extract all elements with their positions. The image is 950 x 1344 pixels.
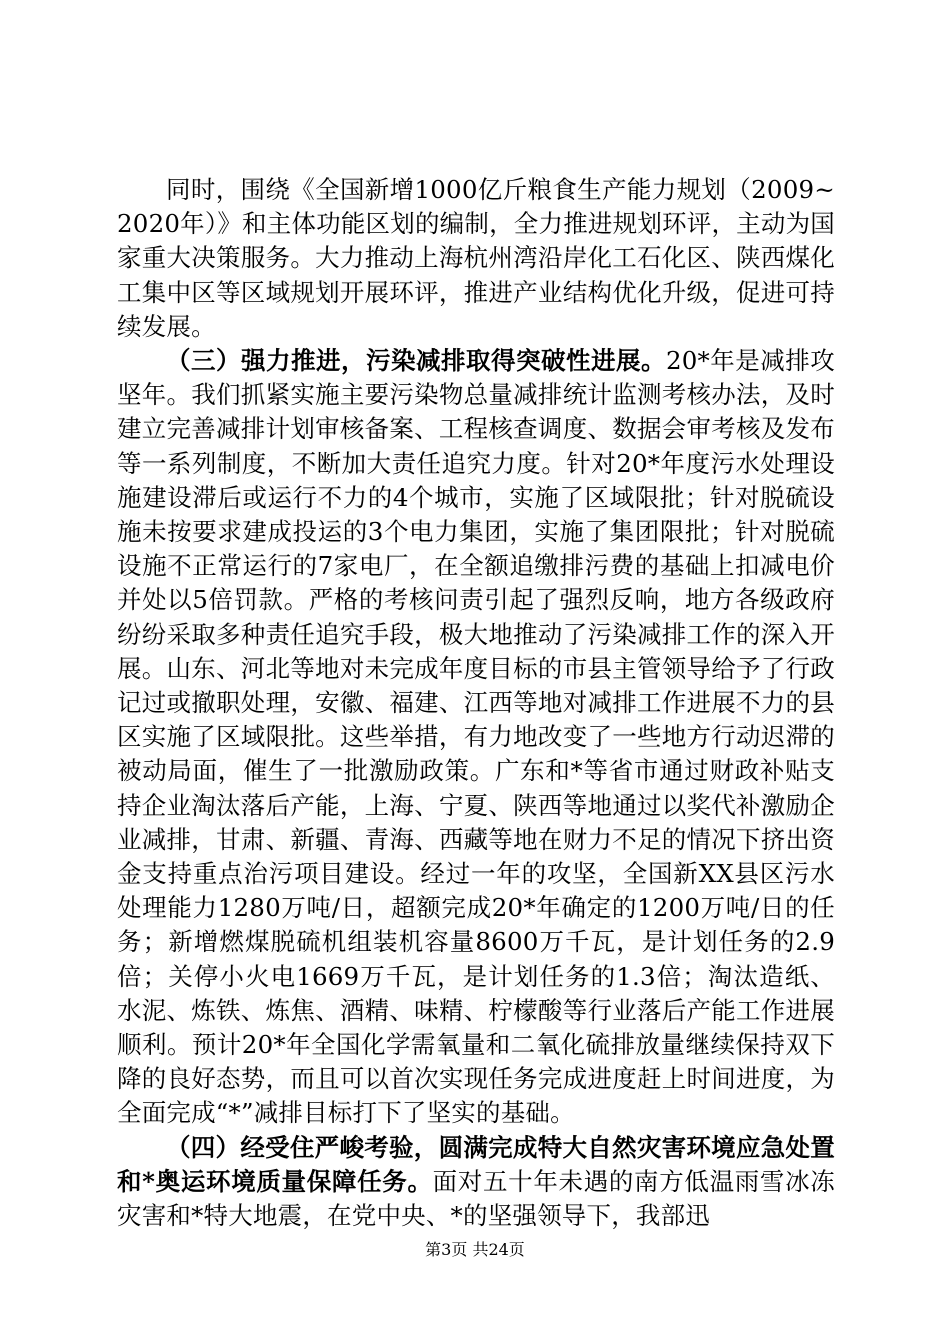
paragraph-heading: （三）强力推进，污染减排取得突破性进展。 bbox=[166, 346, 666, 376]
paragraph-text: 同时，围绕《全国新增1000亿斤粮食生产能力规划（2009~2020年）》和主体功能区划的编制，全力推进规划环评，主动为国家重大决策服务。大力推动上海杭州湾沿岸化工石化区、陕西煤化工集中区等区域规划开展环评，推进产业结构优化升级，促进可持续发展。 bbox=[117, 175, 835, 341]
paragraph-emission-reduction bbox=[117, 344, 835, 1131]
paragraph-text: 面对五十年未遇的南方低温雨雪冰冻灾害和*特大地震，在党中央、*的坚强领导下，我部迅 bbox=[117, 1166, 835, 1231]
paragraph-disaster-response bbox=[117, 1131, 835, 1234]
paragraph-planning-eia bbox=[117, 173, 835, 344]
paragraph-text: 20*年是减排攻坚年。我们抓紧实施主要污染物总量减排统计监测考核办法，及时建立完善减排计划审核备案、工程核查调度、数据会审考核及发布等一系列制度，不断加大责任追究力度。针对20*年度污水处理设施建设滞后或运行不力的4个城市，实施了区域限批；针对脱硫设施未按要求建成投运的3个电力集团，实施了集团限批；针对脱硫设施不正常运行的7家电厂，在全额追缴排污费的基础上扣减电价并处以5倍罚款。严格的考核问责引起了强烈反响，地方各级政府纷纷采取多种责任追究手段，极大地推动了污染减排工作的深入开展。山东、河北等地对未完成年度目标的市县主管领导给予了行政记过或撤职处理，安徽、福建、江西等地对减排工作进展不力的县区实施了区域限批。这些举措，有力地改变了一些地方行动迟滞的被动局面，催生了一批激励政策。广东和*等省市通过财政补贴支持企业淘汰落后产能，上海、宁夏、陕西等地通过以奖代补激励企业减排，甘肃、新疆、青海、西藏等地在财力不足的情况下挤出资金支持重点治污项目建设。经过一年的攻坚，全国新XX县区污水处理能力1280万吨/日，超额完成20*年确定的1200万吨/日的任务；新增燃煤脱硫机组装机容量8600万千瓦，是计划任务的2.9倍；关停小火电1669万千瓦，是计划任务的1.3倍；淘汰造纸、水泥、炼铁、炼焦、酒精、味精、柠檬酸等行业落后产能工作进展顺利。预计20*年全国化学需氧量和二氧化硫排放量继续保持双下降的良好态势，而且可以首次实现任务完成进度赶上时间进度，为全面完成“*”减排目标打下了坚实的基础。 bbox=[117, 346, 836, 1128]
paragraph-heading: （四）经受住严峻考验，圆满完成特大自然灾害环境应急处置和*奥运环境质量保障任务。 bbox=[117, 1132, 835, 1196]
page-number-footer: 第3页 共24页 bbox=[425, 1240, 525, 1259]
document-body bbox=[117, 173, 835, 1233]
